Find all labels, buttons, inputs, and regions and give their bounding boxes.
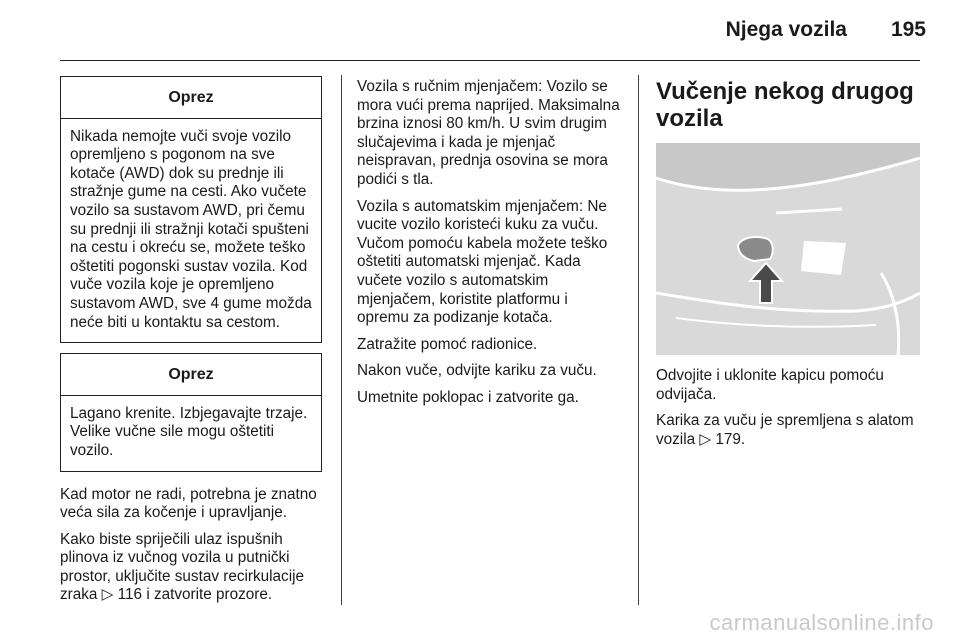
- caution-box: [60, 353, 322, 471]
- paragraph: [60, 531, 322, 605]
- caution-box: [60, 76, 322, 343]
- paragraph-text: Kako biste spriječili ulaz ispušnih plinova iz vučnog vozila u putnički prostor, uključite sustav recirkulacije zraka: [60, 530, 304, 604]
- paragraph: Kad motor ne radi, potrebna je znatno veća sila za kočenje i upravljanje.: [60, 485, 317, 522]
- header-title: Njega vozila: [725, 18, 847, 41]
- paragraph: Umetnite poklopac i zatvorite ga.: [357, 388, 579, 406]
- paragraph: Zatražite pomoć radionice.: [357, 335, 538, 353]
- page-reference-number: 116: [117, 586, 143, 604]
- column-divider-2: [638, 75, 639, 605]
- paragraph-text: i zatvorite prozore.: [146, 586, 273, 604]
- page-reference-link[interactable]: [699, 431, 745, 448]
- page-reference-number: 179.: [715, 430, 746, 448]
- column-divider-1: [341, 75, 342, 605]
- header-rule: [60, 60, 920, 61]
- paragraph-text: Karika za vuču je spremljena s alatom vozila: [656, 412, 914, 448]
- column-3: [656, 78, 922, 457]
- arrow-right-icon: ▷: [699, 430, 712, 448]
- caution-text: Nikada nemojte vuči svoje vozilo opremljeno s pogonom na sve kotače (AWD) dok su prednje ili stražnje gume na cesti. Ako vučete vozilo sa sustavom AWD, pri čemu su prednji ili stražnji kotači spušteni na cestu i okreću se, možete teško oštetiti pogonski sustav vozila. Kod vuče vozila koje je opremljeno sustavom AWD, sve 4 gume možda neće biti u kontaktu sa cestom.: [70, 127, 312, 331]
- page-number: 195: [890, 18, 926, 41]
- caution-title: Oprez: [61, 354, 321, 396]
- paragraph: Odvojite i uklonite kapicu pomoću odvijača.: [656, 367, 884, 403]
- column-1: [60, 76, 322, 613]
- paragraph: Vozila s automatskim mjenjačem: Ne vucite vozilo koristeći kuku za vuču. Vučom pomoću kabela možete teško oštetiti automatski mjenjač. Kada vučete vozilo s automatskim mjenjačem, koristite platformu i opremu za podizanje kotača.: [357, 197, 608, 327]
- watermark-url: carmanualsonline.info: [709, 610, 934, 635]
- section-title: Vučenje nekog drugog vozila: [656, 78, 914, 132]
- column-2: [357, 78, 623, 416]
- bumper-drawing: [656, 143, 920, 355]
- paragraph: Vozila s ručnim mjenjačem: Vozilo se mora vući prema naprijed. Maksimalna brzina iznosi 80 km/h. U svim drugim slučajevima i kada je mjenjač neispravan, prednja osovina se mora podići s tla.: [357, 78, 620, 188]
- bumper-illustration: [656, 143, 920, 355]
- arrow-right-icon: ▷: [101, 586, 114, 604]
- page-reference-link[interactable]: [102, 586, 142, 603]
- paragraph: Nakon vuče, odvijte kariku za vuču.: [357, 362, 597, 380]
- caution-title: Oprez: [61, 77, 321, 119]
- paragraph: [656, 412, 922, 449]
- caution-text: Lagano krenite. Izbjegavajte trzaje. Velike vučne sile mogu oštetiti vozilo.: [70, 404, 308, 459]
